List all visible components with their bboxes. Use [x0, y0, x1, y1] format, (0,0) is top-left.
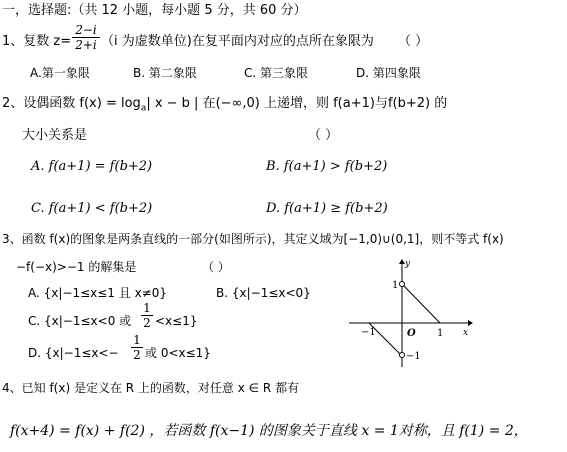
q3-function-graph	[345, 255, 475, 375]
q3-option-d-post: 或 0<x≤1}	[145, 346, 211, 360]
q4-line1: 4、已知 f(x) 是定义在 R 上的函数，对任意 x ∈ R 都有	[2, 381, 300, 395]
q4-line2: f(x+4) = f(x) + f(2) ，若函数 f(x−1) 的图象关于直线 x = 1对称，且 f(1) = 2，	[10, 423, 528, 439]
q2-option-b: B. f(a+1) > f(b+2)	[266, 159, 388, 174]
q2-option-a: A. f(a+1) = f(b+2)	[31, 159, 153, 174]
q3-line1: 3、函数 f(x)的图象是两条直线的一部分(如图所示)，其定义域为[−1,0)∪(0,1]，则不等式 f(x)	[2, 232, 504, 246]
q2-log-base: a	[140, 103, 147, 114]
q3-option-d-pre: D. {x|−1≤x<−	[28, 346, 119, 360]
y-axis-label: y	[405, 259, 411, 269]
q1-option-d: D. 第四象限	[356, 66, 421, 80]
x-tick-neg-one: −1	[361, 327, 376, 338]
q3-option-c-post: <x≤1}	[155, 314, 198, 328]
q3-option-b: B. {x|−1≤x<0}	[216, 286, 311, 300]
q2-stem	[2, 97, 447, 114]
q3-option-d-fraction	[131, 334, 143, 361]
q2-option-c: C. f(a+1) < f(b+2)	[31, 201, 153, 216]
y-tick-neg-one: −1	[406, 351, 421, 362]
q3-line2: −f(−x)>−1 的解集是	[16, 260, 137, 274]
q2-answer-paren: （ ）	[308, 128, 339, 143]
q1-answer-paren: （ ）	[398, 34, 429, 49]
open-point-top	[400, 282, 405, 287]
q1-option-b: B. 第二象限	[133, 66, 197, 80]
x-axis-arrow-icon	[468, 320, 473, 326]
q3-option-d-frac-num: 1	[131, 334, 143, 348]
q3-option-c-pre: C. {x|−1≤x<0 或	[28, 314, 132, 328]
q1-fraction-denominator: 2+i	[75, 38, 97, 52]
right-segment	[404, 286, 440, 323]
q3-option-c-frac-den: 2	[143, 316, 151, 330]
q1-option-c: C. 第三象限	[244, 66, 309, 80]
q3-answer-paren: （ ）	[202, 260, 230, 274]
x-axis-label: x	[463, 328, 469, 338]
section-header: 一，选择题:（共 12 小题，每小题 5 分，共 60 分）	[2, 3, 307, 18]
q2-stem-part1: 2、设偶函数 f(x) = log	[2, 96, 141, 111]
q1-fraction	[72, 24, 100, 51]
origin-label: O	[407, 328, 416, 339]
q3-option-c-frac-num: 1	[141, 302, 153, 316]
y-tick-one: 1	[392, 280, 399, 291]
x-tick-one: 1	[437, 328, 444, 339]
open-point-bottom	[400, 353, 405, 358]
q1-stem: （i 为虚数单位)在复平面内对应的点所在象限为	[101, 34, 374, 49]
q2-option-d: D. f(a+1) ≥ f(b+2)	[266, 201, 388, 216]
q3-option-d-frac-den: 2	[133, 348, 141, 362]
q3-option-c-fraction	[141, 302, 153, 329]
q3-option-a: A. {x|−1≤x≤1 且 x≠0}	[28, 286, 167, 300]
q1-fraction-numerator: 2−i	[72, 24, 100, 38]
q2-line2: 大小关系是	[22, 128, 88, 143]
q1-number: 1、复数 z=	[2, 34, 72, 49]
q2-stem-part2: | x − b | 在(−∞,0) 上递增，则 f(a+1)与f(b+2) 的	[146, 96, 448, 111]
q1-option-a: A.第一象限	[30, 66, 90, 80]
